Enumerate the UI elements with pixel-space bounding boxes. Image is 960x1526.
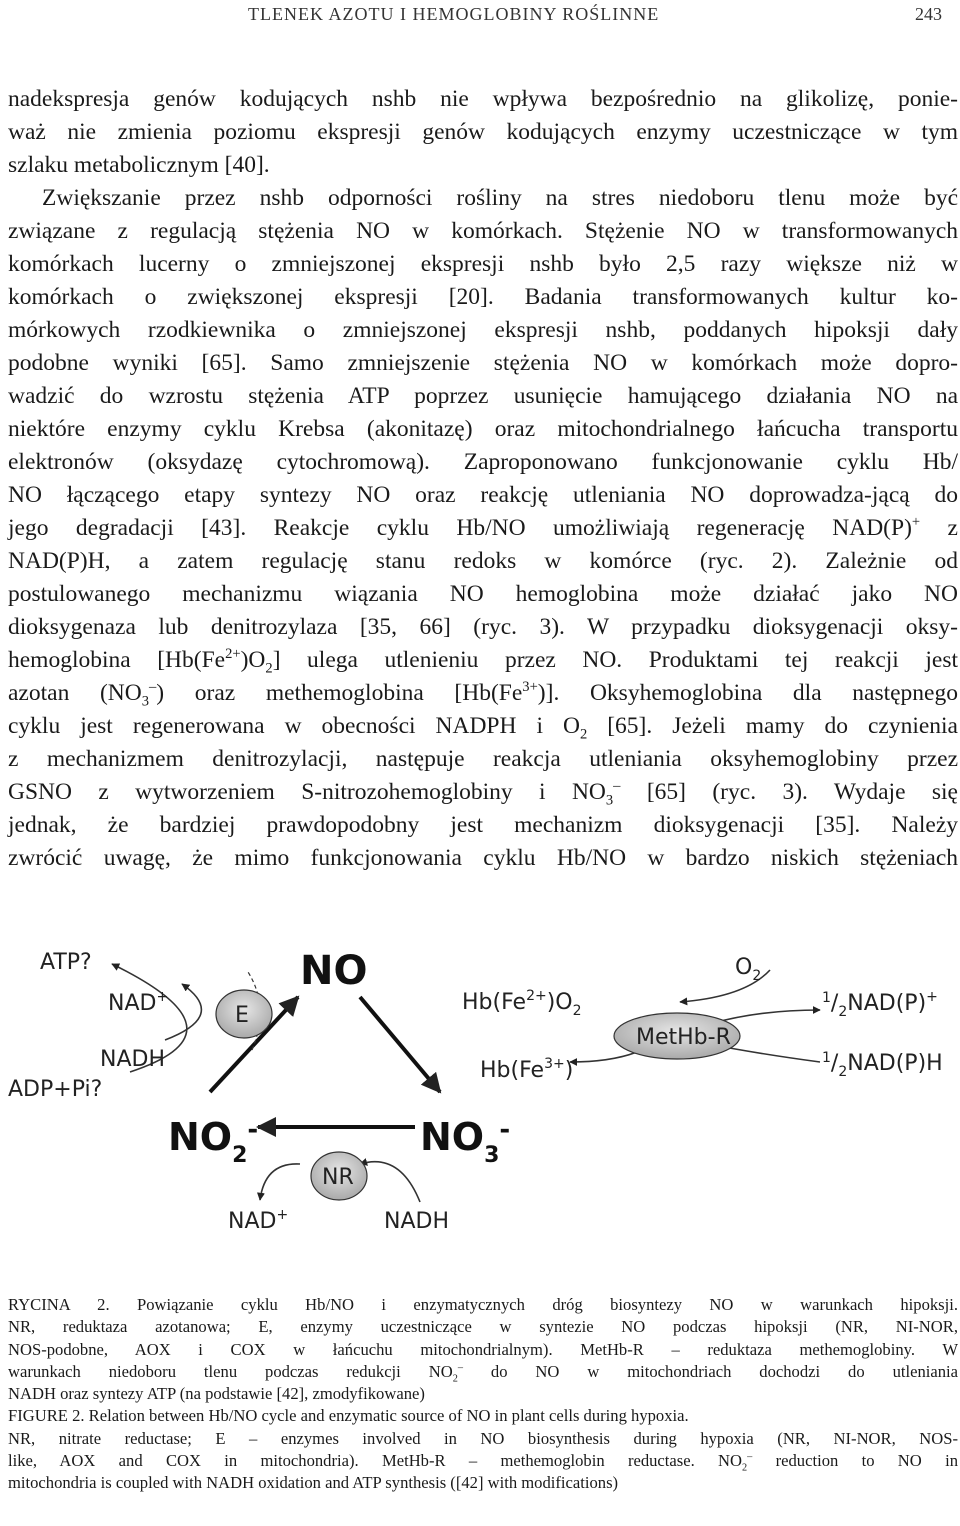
caption-line: NOS-podobne, AOX i COX w łańcuchu mitochondrialnym). MetHb-R – reduktaza methemoglobiny. W [8,1339,958,1359]
label-nad-plus: NAD+ [108,989,169,1016]
text-line: mórkowych rzodkiewnika o zmniejszonej ekspresji nshb, poddanych hipoksji dały [8,317,958,343]
text-segment: ] ulega utlenieniu przez NO. Produktami tej reakcji jest [272,647,958,673]
label-no2: $NO_2^-$ [168,1115,259,1168]
text-line: podobne wyniki [65]. Samo zmniejszenie stężenia NO w komórkach może dopro- [8,350,958,376]
superscript: 3+ [522,679,538,696]
caption-line: NR, reduktaza azotanowa; E, enzymy uczestniczące w syntezie NO podczas hipoksji (NR, NI-NOR, [8,1317,958,1337]
caption-line: mitochondria is coupled with NADH oxidation and ATP synthesis ([42] with modifications) [8,1473,619,1493]
curve-nadh-bottom [360,1162,420,1202]
label-o2: $O_2$ [735,955,762,984]
caption-line [8,1361,958,1383]
caption-line: FIGURE 2. Relation between Hb/NO cycle and enzymatic source of NO in plant cells during hypoxia. [8,1406,689,1426]
text-segment: cyklu jest regenerowana w obecności NADPH i O [8,713,580,739]
text-segment: [65]. Jeżeli mamy do czynienia [587,713,958,739]
superscript: + [911,514,921,531]
text-segment: GSNO z wytworzeniem S-nitrozohemoglobiny i NO [8,779,606,805]
text-segment: jego degradacji [43]. Reakcje cyklu Hb/NO umożliwiają regenerację NAD(P) [8,515,912,541]
text-line: komórkach lucerny o zmniejszonej ekspresji nshb było 2,5 razy większe niż w [8,251,958,277]
superscript: – [457,1362,463,1374]
running-title: TLENEK AZOTU I HEMOGLOBINY ROŚLINNE [248,4,660,24]
text-segment: do NO w mitochondriach dochodzi do utleniania [462,1361,958,1381]
label-nadh: NADH [100,1047,165,1072]
text-segment: hemoglobina [Hb(Fe [8,647,226,673]
label-no3: $NO_3^-$ [420,1115,511,1168]
text-segment: z [920,515,958,541]
body-text [8,83,958,875]
curve-nad-bottom [260,1164,300,1200]
text-line [8,677,958,710]
label-atp: ATP? [40,950,92,975]
text-line: Zwiększanie przez nshb odporności rośliny na stres niedoboru tlenu może być [42,185,958,211]
text-line: zwrócić uwagę, że mimo funkcjonowania cyklu Hb/NO w bardzo niskich stężeniach [8,845,958,871]
text-segment: warunkach niedoboru tlenu podczas redukcji NO [8,1361,453,1381]
text-line: z mechanizmem denitrozylacji, następuje reakcja utleniania oksyhemoglobiny przez [8,746,958,772]
page-number: 243 [915,4,942,24]
text-line: NO łączącego etapy syntezy NO oraz reakcję utleniania NO doprowadza-jącą do [8,482,958,508]
subscript: 3 [141,693,150,710]
page-header [0,4,960,28]
text-line: dioksygenaza lub denitrozylaza [35, 66] (ryc. 3). W przypadku dioksygenacji oksy- [8,614,958,640]
text-segment: [65] (ryc. 3). Wydaje się [620,779,958,805]
label-adp-pi: ADP+Pi? [8,1077,103,1102]
text-line [8,512,958,545]
text-line: postulowanego mechanizmu wiązania NO hemoglobina może działać jako NO [8,581,958,607]
text-line [8,776,958,809]
text-line: elektronów (oksydazę cytochromową). Zaproponowano funkcjonowanie cyklu Hb/ [8,449,958,475]
text-line: waż nie zmienia poziomu ekspresji genów kodujących enzymy uczestniczące w tym [8,119,958,145]
label-nadh-bottom: NADH [384,1209,449,1234]
label-half-nadph: $^1/_2NAD(P)H$ [822,1050,943,1080]
text-line: niektóre enzymy cyklu Krebsa (akonitazę) oraz mitochondrialnego łańcucha transportu [8,416,958,442]
subscript: 2 [265,660,273,677]
superscript: 2+ [225,646,241,663]
text-line: nadekspresja genów kodujących nshb nie wpływa bezpośrednio na glikolizę, ponie- [8,86,958,112]
label-e: E [235,1003,249,1028]
text-segment: azotan (NO [8,680,142,706]
caption-line: RYCINA 2. Powiązanie cyklu Hb/NO i enzymatycznych dróg biosyntezy NO w warunkach hipoksji. [8,1295,958,1314]
superscript: – [613,778,621,795]
text-line [8,710,958,743]
subscript: 2 [742,1462,748,1474]
caption-line [8,1450,958,1472]
text-line: szlaku metabolicznym [40]. [8,152,270,178]
text-line: NAD(P)H, a zatem regulację stanu redoks w komórce (ryc. 2). Zależnie od [8,548,958,574]
text-segment: reduction to NO in [752,1451,958,1471]
text-segment: )O [240,647,266,673]
label-methb-r: MetHb-R [636,1025,731,1050]
text-segment: )]. Oksyhemoglobina dla następnego [537,680,958,706]
figure-hb-no-cycle [0,932,960,1272]
text-segment: ) oraz methemoglobina [Hb(Fe [156,680,523,706]
text-line: związane z regulacją stężenia NO w komórkach. Stężenie NO w transformowanych [8,218,958,244]
text-line: wadzić do wzrostu stężenia ATP poprzez usunięcie hamującego działania NO na [8,383,958,409]
text-line [8,644,958,677]
subscript: 2 [452,1373,458,1385]
label-half-nadp: $^1/_2NAD(P)^+$ [822,989,938,1020]
superscript: – [747,1451,753,1463]
figure-caption [8,1294,958,1495]
label-no: NO [300,948,368,994]
subscript: 3 [605,792,614,809]
caption-line: NR, nitrate reductase; E – enzymes involved in NO biosynthesis during hypoxia (NR, NI-NOR, NOS- [8,1428,958,1448]
text-line: jednak, że bardziej prawdopodobny jest mechanizm dioksygenacji [35]. Należy [8,812,958,838]
text-line: komórkach o zwiększonej ekspresji [20]. Badania transformowanych kultur ko- [8,284,958,310]
text-segment: like, AOX and COX in mitochondria). MetHb-R – methemoglobin reductase. NO [8,1451,743,1471]
arrow-no-to-no3 [360,997,440,1092]
curve-nadh-to-nadplus [165,984,201,1040]
label-hb-fe2-o2: $Hb(Fe^{2+})O_2$ [462,988,582,1019]
label-nr: NR [322,1165,354,1190]
superscript: – [149,679,157,696]
subscript: 2 [579,726,588,743]
label-hb-fe3: $Hb(Fe^{3+})$ [480,1056,574,1083]
caption-line: NADH oraz syntezy ATP (na podstawie [42], zmodyfikowane) [8,1384,425,1404]
label-nad-plus-bottom: NAD+ [228,1207,289,1234]
